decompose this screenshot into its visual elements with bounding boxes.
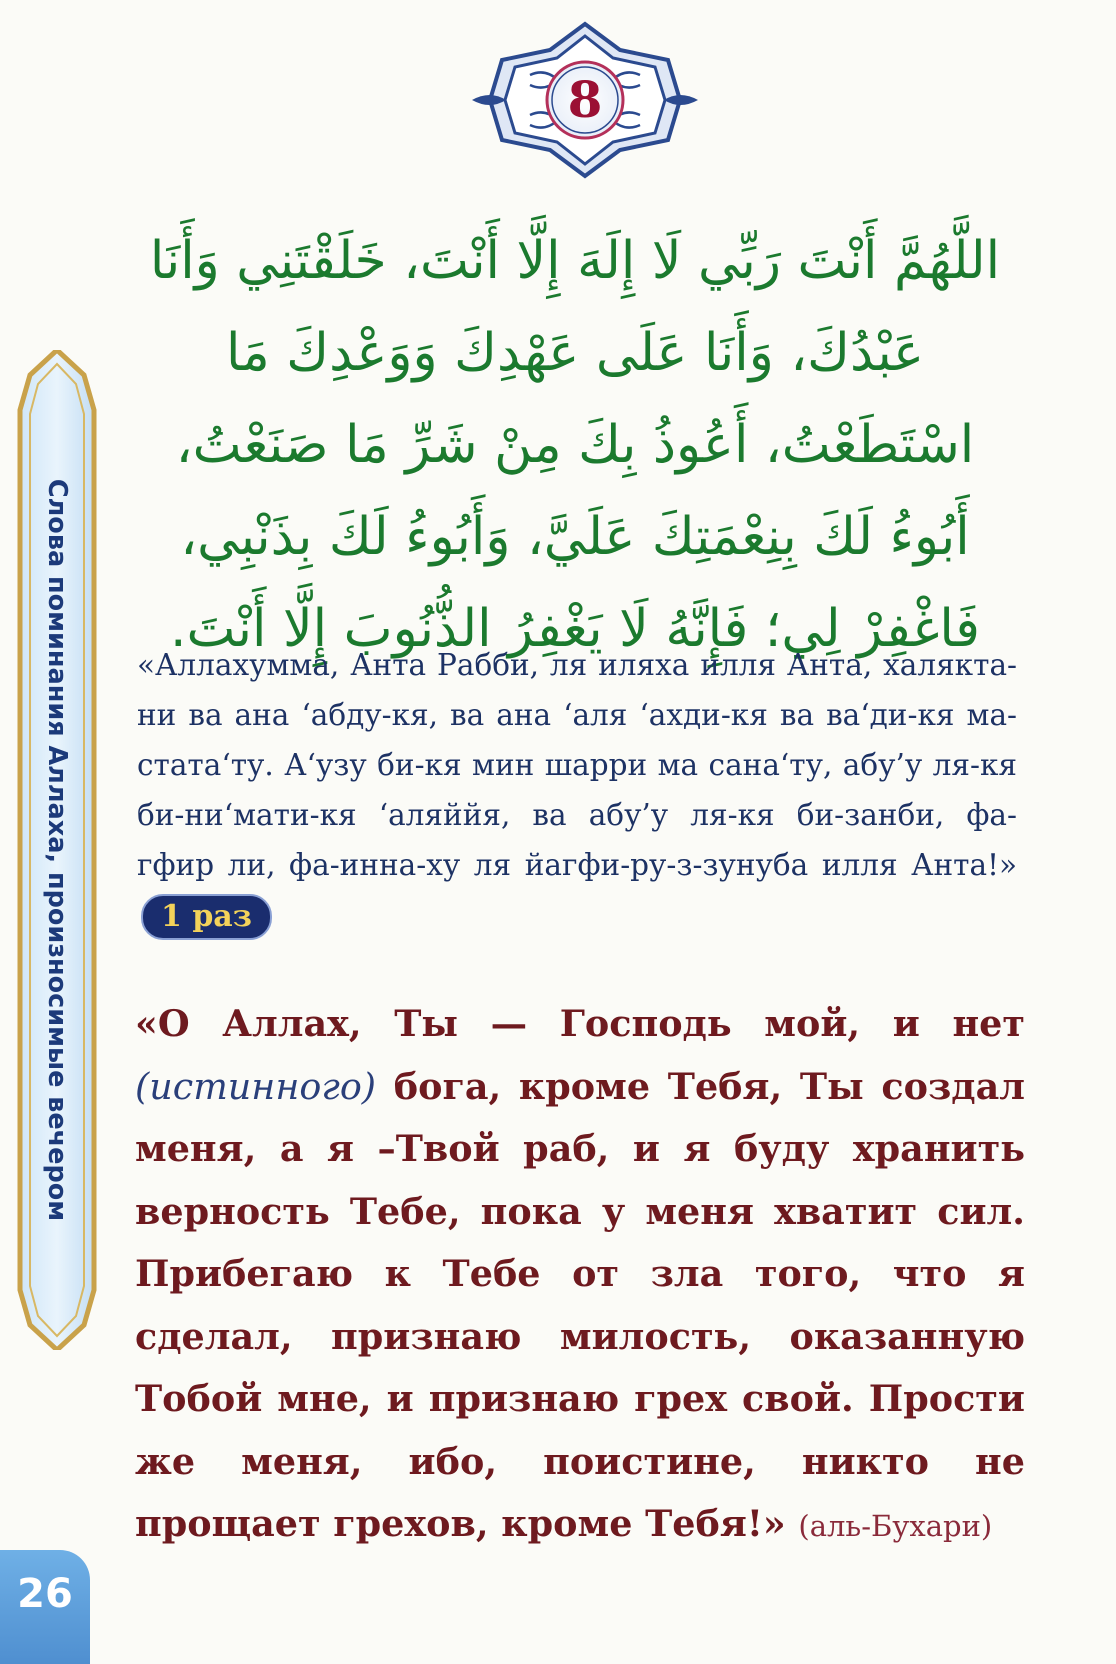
transliteration-block [137,640,1017,940]
repeat-count-badge: 1 раз [141,894,272,940]
section-title-vertical: Слова поминания Аллаха, произносимые вечером [42,478,72,1222]
dua-number: 8 [567,70,603,129]
translation-text-start: «О Аллах, Ты — Господь мой, и нет [135,1002,1025,1045]
page-number: 26 [17,1571,73,1617]
hadith-source: (аль-Бухари) [798,1509,993,1543]
translation-text-rest: бога, кроме Тебя, Ты создал меня, а я –Твой раб, и я буду хранить верность Тебе, пока у меня хватит сил. Прибегаю к Тебе от зла того, что я сделал, признаю милость, оказанную Тобой мне, и признаю грех свой. Прости же меня, ибо, поистине, никто не прощает грехов, кроме Тебя!» [135,1064,1025,1545]
arabic-dua-text: اللَّهُمَّ أَنْتَ رَبِّي لَا إِلَهَ إِلَّا أَنْتَ، خَلَقْتَنِي وَأَنَا عَبْدُكَ، وَأَنَا عَلَى عَهْدِكَ وَوَعْدِكَ مَا اسْتَطَعْتُ، أَعُوذُ بِكَ مِنْ شَرِّ مَا صَنَعْتُ، أَبُوءُ لَكَ بِنِعْمَتِكَ عَلَيَّ، وَأَبُوءُ لَكَ بِذَنْبِي، فَاغْفِرْ لِي؛ فَإِنَّهُ لَا يَغْفِرُ الذُّنُوبَ إِلَّا أَنْتَ. [149,231,1001,659]
translation-block [135,993,1025,1558]
transliteration-text: «Аллахумма, Анта Рабби, ля иляха илля Анта, халякта-ни ва ана ‘абду-кя, ва ана ‘аля ‘ахди-кя ва ва‘ди-кя ма-стата‘ту. А‘узу би-кя мин шарри ма сана‘ту, абу’у ля-кя би-ни‘мати-кя ‘аляййя, ва абу’у ля-кя би-занби, фа-гфир ли, фа-инна-ху ля йагфи-ру-з-зунуба илля Анта!» [137,648,1017,882]
translation-aside: (истинного) [135,1064,377,1108]
